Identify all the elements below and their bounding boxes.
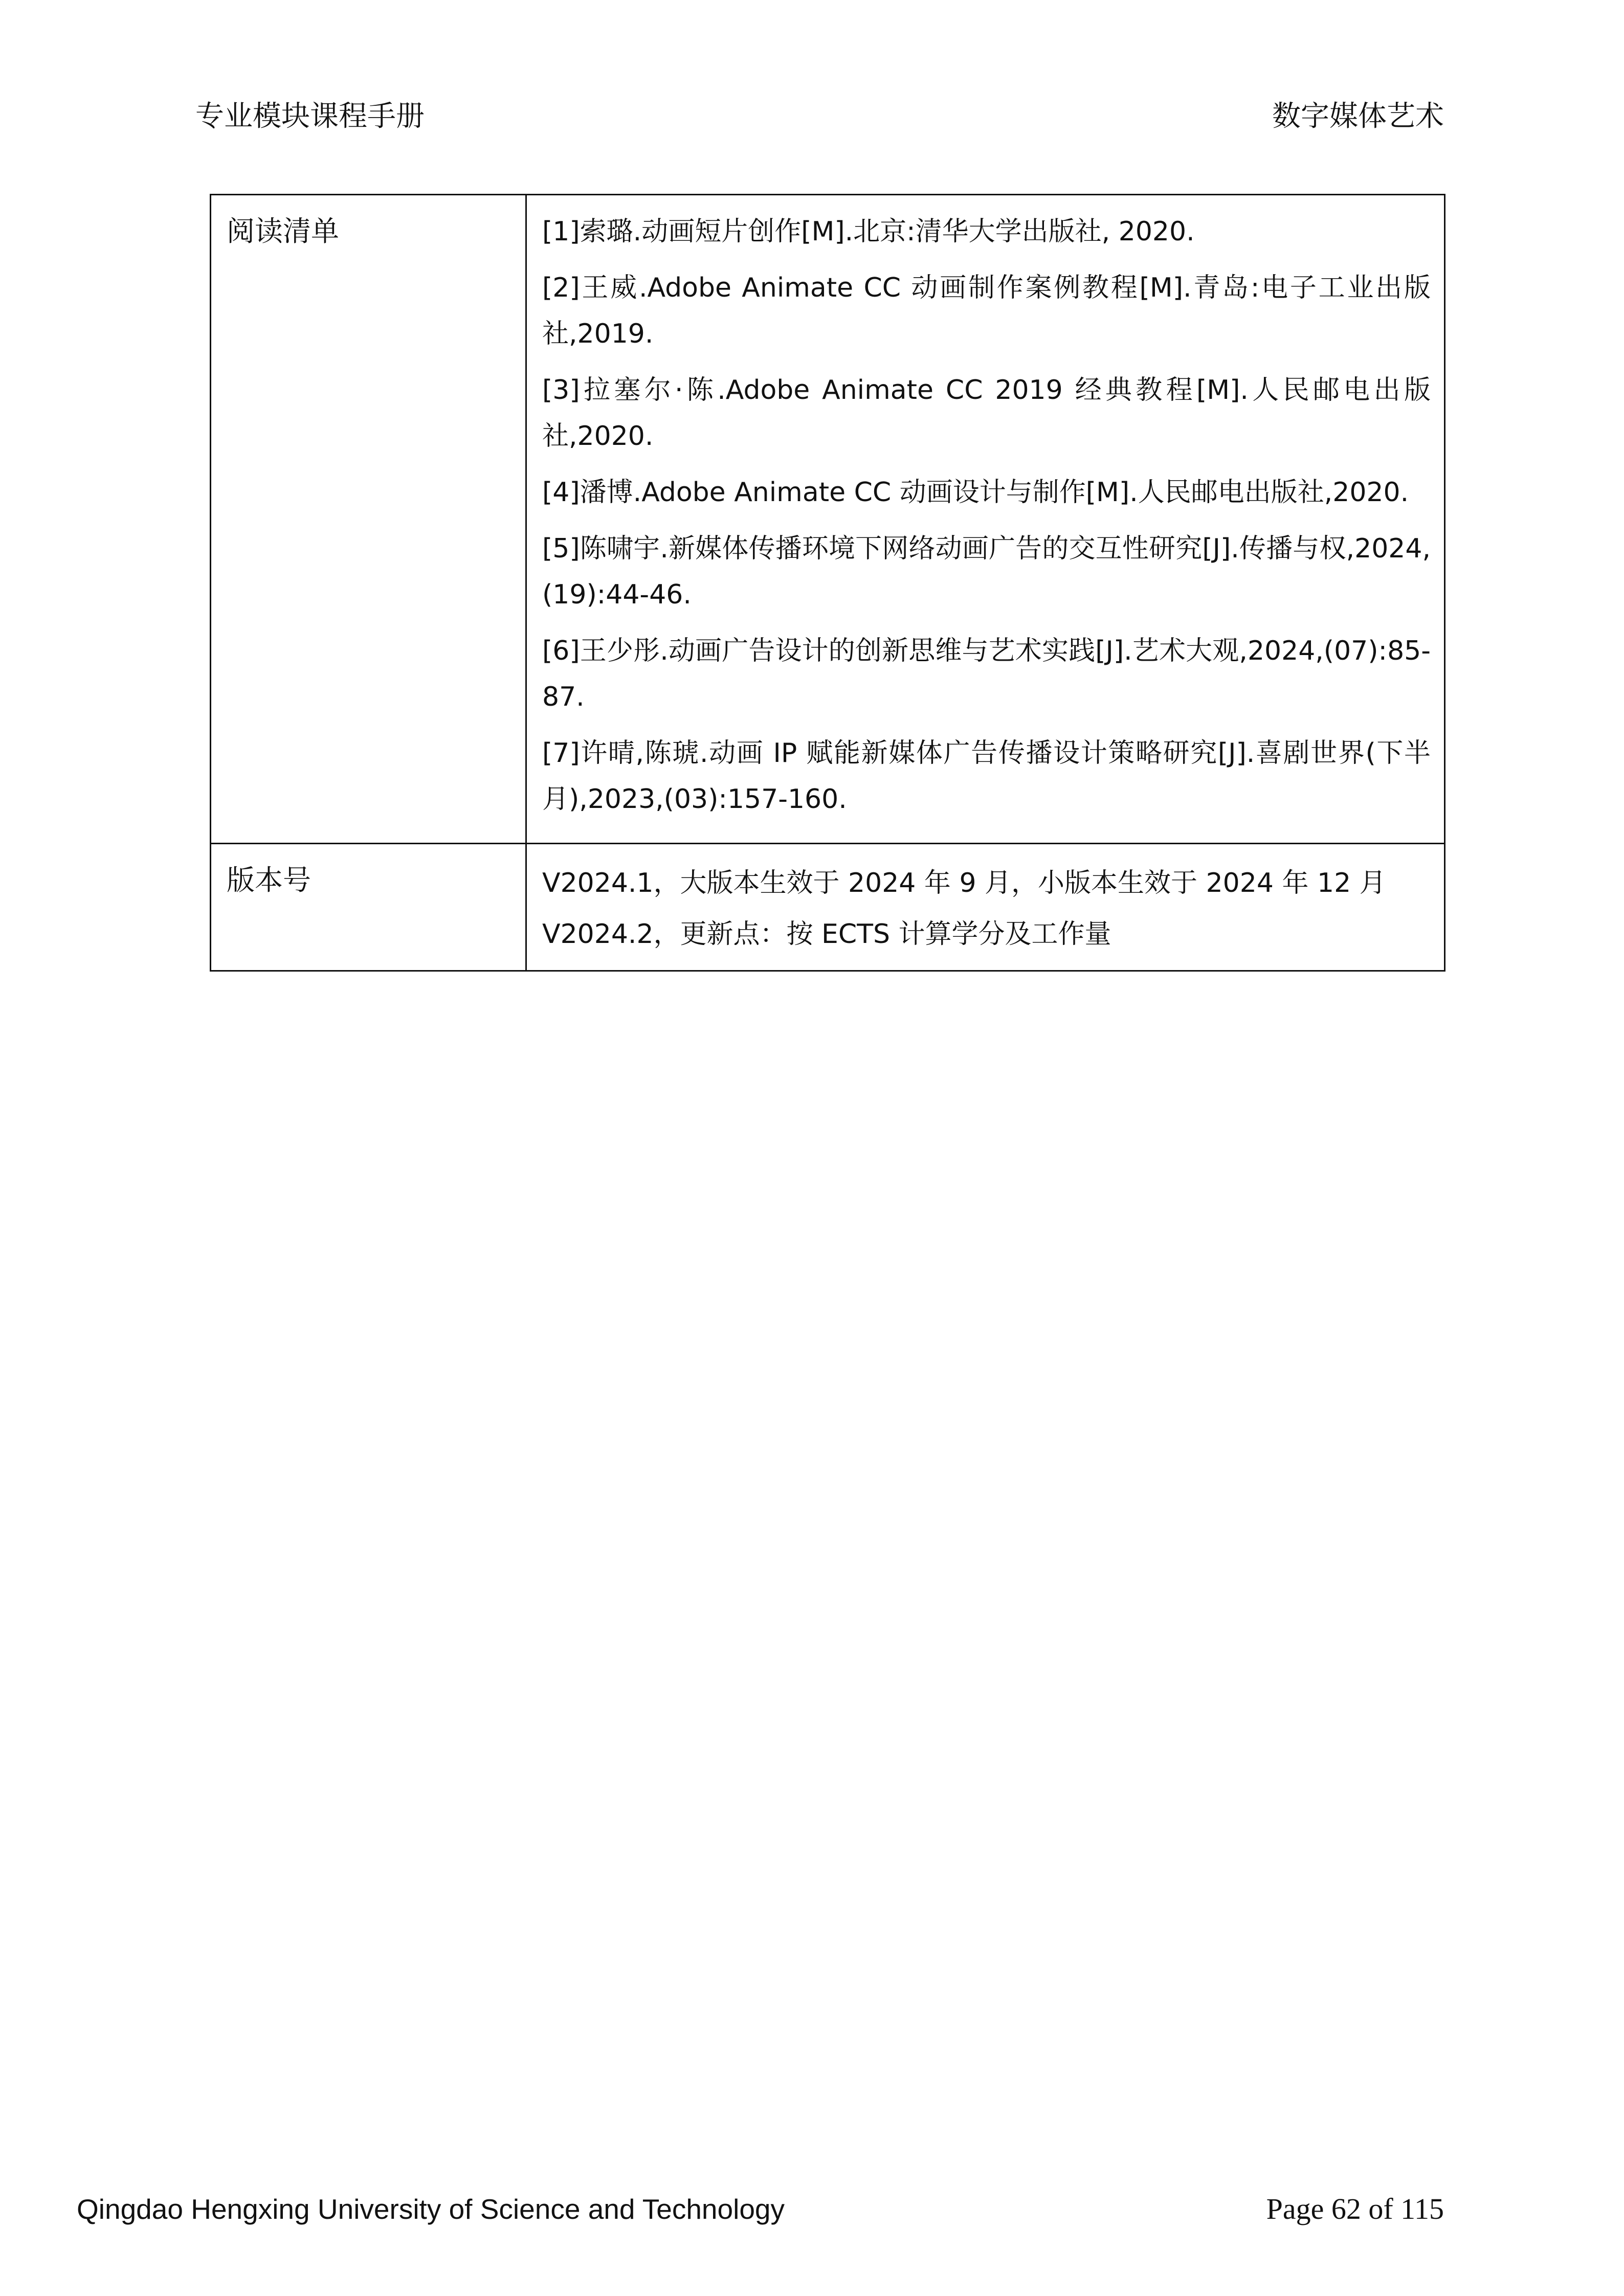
footer-institution: Qingdao Hengxing University of Science and Technology <box>77 2193 785 2225</box>
reference-item: [2]王威.Adobe Animate CC 动画制作案例教程[M].青岛:电子工业出版社,2019. <box>542 273 1431 349</box>
reference-item: [4]潘博.Adobe Animate CC 动画设计与制作[M].人民邮电出版社,2020. <box>542 477 1409 508</box>
version-line: V2024.1，大版本生效于 2024 年 9 月，小版本生效于 2024 年 12 月 <box>542 868 1386 898</box>
header-course-handbook: 专业模块课程手册 <box>195 100 425 133</box>
reference-item: [3]拉塞尔·陈.Adobe Animate CC 2019 经典教程[M].人民邮电出版社,2020. <box>542 375 1431 452</box>
footer-page-number: Page 62 of 115 <box>1266 2192 1444 2225</box>
reference-item: [7]许晴,陈琥.动画 IP 赋能新媒体广告传播设计策略研究[J].喜剧世界(下半月),2023,(03):157-160. <box>542 738 1431 815</box>
version-row <box>211 844 1445 971</box>
version-line: V2024.2，更新点：按 ECTS 计算学分及工作量 <box>542 919 1111 950</box>
course-info-table <box>210 194 1445 972</box>
reading-list-content <box>526 195 1445 844</box>
version-content <box>526 844 1445 971</box>
reference-item: [1]索璐.动画短片创作[M].北京:清华大学出版社, 2020. <box>542 216 1195 247</box>
reading-list-row <box>211 195 1445 844</box>
reference-item: [6]王少彤.动画广告设计的创新思维与艺术实践[J].艺术大观,2024,(07):85-87. <box>542 636 1431 712</box>
reading-list-label: 阅读清单 <box>211 195 526 844</box>
header-major-name: 数字媒体艺术 <box>1272 100 1444 133</box>
version-label: 版本号 <box>211 844 526 971</box>
reference-item: [5]陈啸宇.新媒体传播环境下网络动画广告的交互性研究[J].传播与权,2024,(19):44-46. <box>542 533 1431 610</box>
